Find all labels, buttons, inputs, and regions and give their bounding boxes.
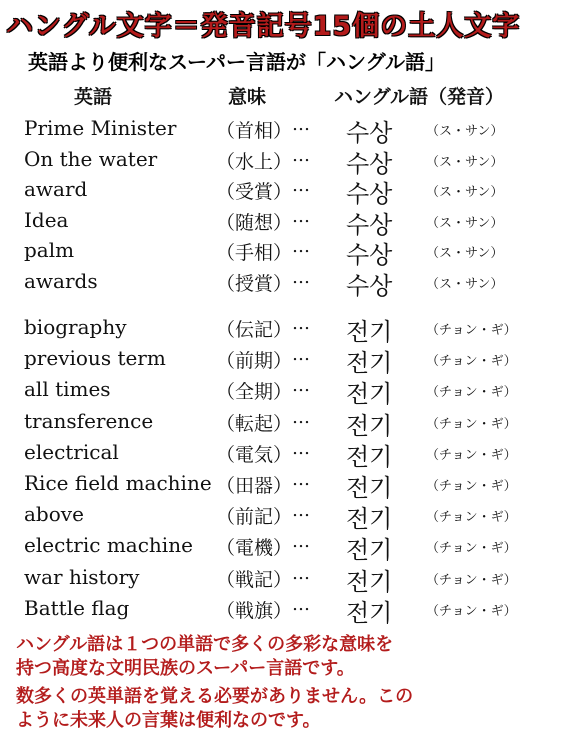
hangul-cell: 수상 [346, 241, 393, 269]
meaning-cell: （伝記） [216, 319, 293, 341]
english-cell: transference [24, 408, 154, 433]
english-cell: On the water [24, 146, 158, 171]
pronunciation-cell: （ス・サン） [426, 124, 504, 139]
table-row [0, 406, 571, 440]
pronunciation-cell: （チョン・ギ） [426, 323, 517, 338]
pronunciation-cell: （ス・サン） [426, 215, 504, 231]
pronunciation-cell: （ス・サン） [426, 185, 504, 200]
meaning-cell: （転起） [216, 412, 293, 435]
pronunciation-cell: （チョン・ギ） [426, 541, 517, 557]
table-row [0, 238, 571, 268]
dots-cell: … [292, 406, 310, 428]
meaning-cell: （全期） [216, 381, 293, 404]
hangul-cell: 전기 [346, 474, 393, 502]
meaning-cell: （電気） [216, 443, 293, 466]
table-row [0, 377, 571, 407]
dots-cell: … [292, 375, 310, 397]
dots-cell: … [292, 344, 310, 366]
hangul-cell: 수상 [346, 271, 393, 300]
table-row [0, 471, 571, 501]
table-row [0, 116, 571, 146]
pronunciation-cell: （チョン・ギ） [426, 416, 517, 432]
hangul-cell: 전기 [346, 442, 393, 471]
english-cell: electrical [24, 439, 119, 464]
table-row [0, 593, 571, 627]
footer-line-4: ように未来人の言葉は便利なのです。 [16, 710, 321, 731]
column-header-english: 英語 [74, 86, 113, 108]
table-row [0, 502, 571, 532]
pronunciation-cell: （チョン・ギ） [426, 603, 517, 619]
hangul-cell: 전기 [346, 536, 393, 565]
english-cell: award [24, 177, 88, 201]
meaning-cell: （受賞） [216, 181, 293, 203]
english-cell: above [24, 502, 84, 527]
dots-cell: … [292, 114, 310, 135]
dots-cell: … [292, 175, 310, 196]
meaning-cell: （水上） [216, 150, 293, 173]
dots-cell: … [292, 205, 310, 227]
table-row [0, 177, 571, 207]
table-row [0, 346, 571, 376]
english-cell: Battle flag [24, 595, 130, 620]
hangul-cell: 수상 [346, 180, 393, 208]
table-row [0, 562, 571, 596]
pronunciation-cell: （ス・サン） [426, 154, 504, 170]
dots-cell: … [292, 437, 310, 459]
hangul-cell: 수상 [346, 149, 393, 178]
english-cell: Prime Minister [24, 116, 177, 140]
dots-cell: … [292, 266, 310, 288]
column-header-hangul: ハングル語（発音） [334, 86, 505, 108]
english-cell: previous term [24, 346, 166, 371]
pronunciation-cell: （チョン・ギ） [426, 447, 517, 463]
page-title: ハングル文字＝発音記号15個の土人文字 [6, 11, 521, 42]
footer-line-3: 数多くの英単語を覚える必要がありません。この [16, 686, 414, 707]
english-cell: awards [24, 268, 98, 293]
english-cell: Idea [24, 207, 69, 232]
table-row [0, 315, 571, 345]
hangul-cell: 전기 [346, 349, 393, 378]
dots-cell: … [292, 593, 310, 615]
meaning-cell: （授賞） [216, 272, 293, 295]
pronunciation-cell: （チョン・ギ） [426, 354, 517, 370]
table-row [0, 437, 571, 471]
table-row [0, 266, 571, 300]
meaning-cell: （随想） [216, 211, 293, 234]
english-cell: Rice field machine [24, 471, 212, 495]
hangul-cell: 전기 [346, 318, 393, 346]
hangul-cell: 전기 [346, 411, 393, 440]
meaning-cell: （田器） [216, 475, 293, 497]
table-row [0, 144, 571, 178]
hangul-cell: 전기 [346, 380, 393, 409]
english-cell: electric machine [24, 533, 193, 558]
pronunciation-cell: （チョン・ギ） [426, 572, 517, 588]
dots-cell: … [292, 500, 310, 522]
pronunciation-cell: （チョン・ギ） [426, 385, 517, 401]
english-cell: war history [24, 564, 140, 589]
footer-line-1: ハングル語は１つの単語で多くの多彩な意味を [16, 634, 394, 655]
hangul-cell: 수상 [346, 119, 393, 147]
dots-cell: … [292, 469, 310, 490]
pronunciation-cell: （ス・サン） [426, 246, 504, 261]
table-row [0, 205, 571, 239]
meaning-cell: （首相） [216, 120, 293, 142]
footer-line-2: 持つ高度な文明民族のスーパー言語です。 [16, 658, 355, 679]
english-cell: biography [24, 315, 127, 339]
dots-cell: … [292, 236, 310, 257]
dots-cell: … [292, 562, 310, 584]
hangul-cell: 수상 [346, 210, 393, 239]
dots-cell: … [292, 531, 310, 553]
hangul-cell: 전기 [346, 598, 393, 627]
meaning-cell: （前記） [216, 506, 293, 529]
hangul-cell: 전기 [346, 505, 393, 534]
meaning-cell: （前期） [216, 350, 293, 373]
english-cell: all times [24, 377, 111, 402]
meaning-cell: （手相） [216, 242, 293, 264]
page-subtitle: 英語より便利なスーパー言語が「ハングル語」 [28, 50, 445, 74]
hangul-cell: 전기 [346, 567, 393, 596]
meaning-cell: （戦記） [216, 568, 293, 591]
dots-cell: … [292, 144, 310, 166]
dots-cell: … [292, 313, 310, 334]
column-header-meaning: 意味 [228, 86, 267, 108]
pronunciation-cell: （チョン・ギ） [426, 510, 517, 526]
meaning-cell: （電機） [216, 537, 293, 560]
table-row [0, 533, 571, 563]
english-cell: palm [24, 238, 75, 262]
pronunciation-cell: （チョン・ギ） [426, 479, 517, 494]
meaning-cell: （戦旗） [216, 599, 293, 622]
pronunciation-cell: （ス・サン） [426, 276, 504, 292]
